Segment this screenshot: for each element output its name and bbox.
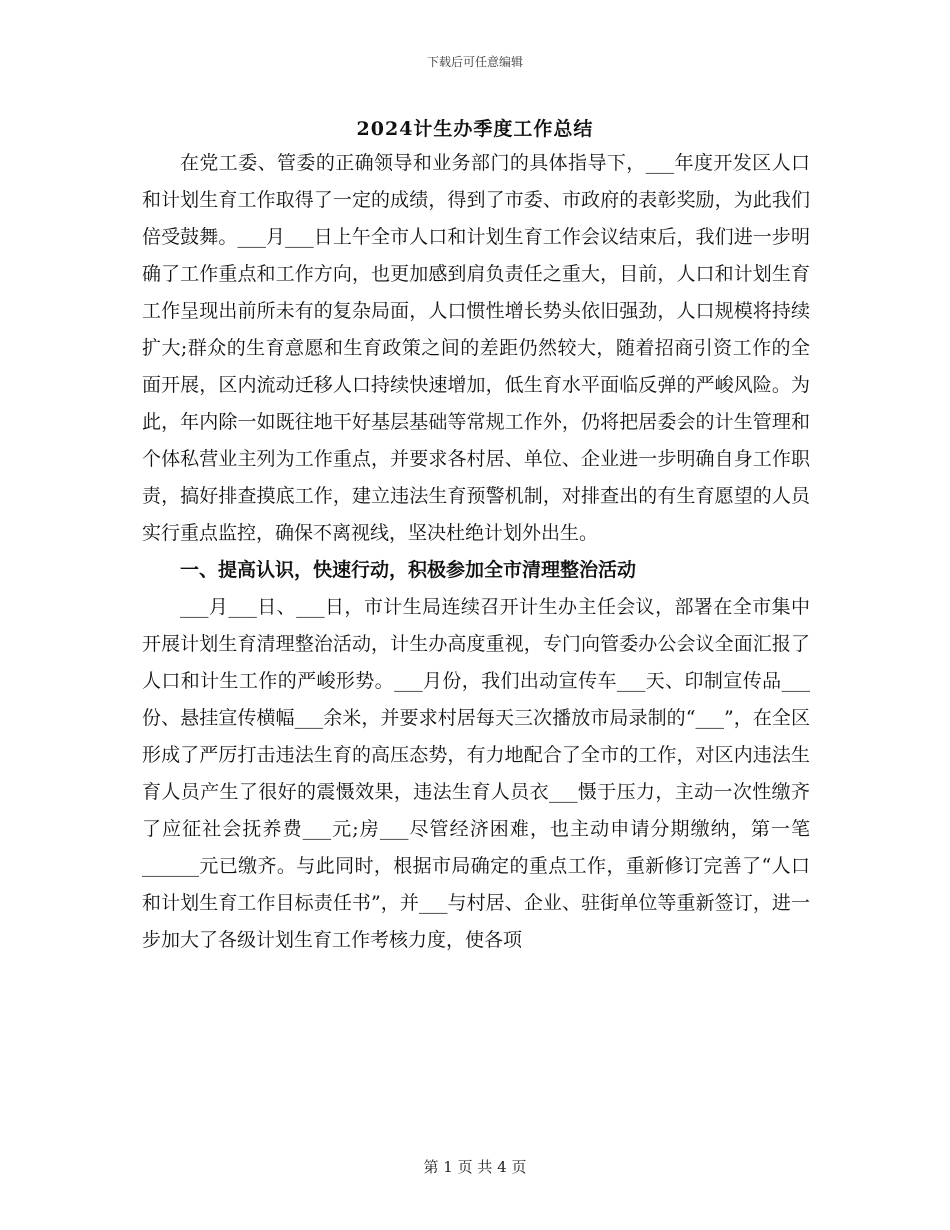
paragraph-intro: 在党工委、管委的正确领导和业务部门的具体指导下，___年度开发区人口和计划生育工作取得了一定的成绩，得到了市委、市政府的表彰奖励，为此我们倍受鼓舞。___月___日上午全市人口和计划生育工作会议结束后，我们进一步明确了工作重点和工作方向，也更加感到肩负责任之重大，目前，人口和计划生育工作呈现出前所未有的复杂局面，人口惯性增长势头依旧强劲，人口规模将持续扩大;群众的生育意愿和生育政策之间的差距仍然较大，随着招商引资工作的全面开展，区内流动迁移人口持续快速增加，低生育水平面临反弹的严峻风险。为此，年内除一如既往地干好基层基础等常规工作外，仍将把居委会的计生管理和个体私营业主列为工作重点，并要求各村居、单位、企业进一步明确自身工作职责，搞好排查摸底工作，建立违法生育预警机制，对排查出的有生育愿望的人员实行重点监控，确保不离视线，坚决杜绝计划外出生。 (142, 152, 810, 544)
document-body (142, 145, 810, 959)
page-number: 第 1 页 共 4 页 (423, 1158, 527, 1176)
document-title: 2024计生办季度工作总结 (356, 118, 594, 140)
section-heading-1: 一、提高认识，快速行动，积极参加全市清理整治活动 (180, 559, 637, 581)
paragraph-section-1: ___月___日、___日，市计生局连续召开计生办主任会议，部署在全市集中开展计划生育清理整治活动，计生办高度重视，专门向管委办公会议全面汇报了人口和计生工作的严峻形势。___月份，我们出动宣传车___天、印制宣传品___份、悬挂宣传横幅___余米，并要求村居每天三次播放市局录制的“___”，在全区形成了严厉打击违法生育的高压态势，有力地配合了全市的工作，对区内违法生育人员产生了很好的震慑效果，违法生育人员衣___慑于压力，主动一次性缴齐了应征社会抚养费___元;房___尽管经济困难，也主动申请分期缴纳，第一笔______元已缴齐。与此同时，根据市局确定的重点工作，重新修订完善了“人口和计划生育工作目标责任书”，并___与村居、企业、驻街单位等重新签订，进一步加大了各级计划生育工作考核力度，使各项 (142, 596, 810, 951)
page-header: 下载后可任意编辑 (426, 55, 523, 69)
